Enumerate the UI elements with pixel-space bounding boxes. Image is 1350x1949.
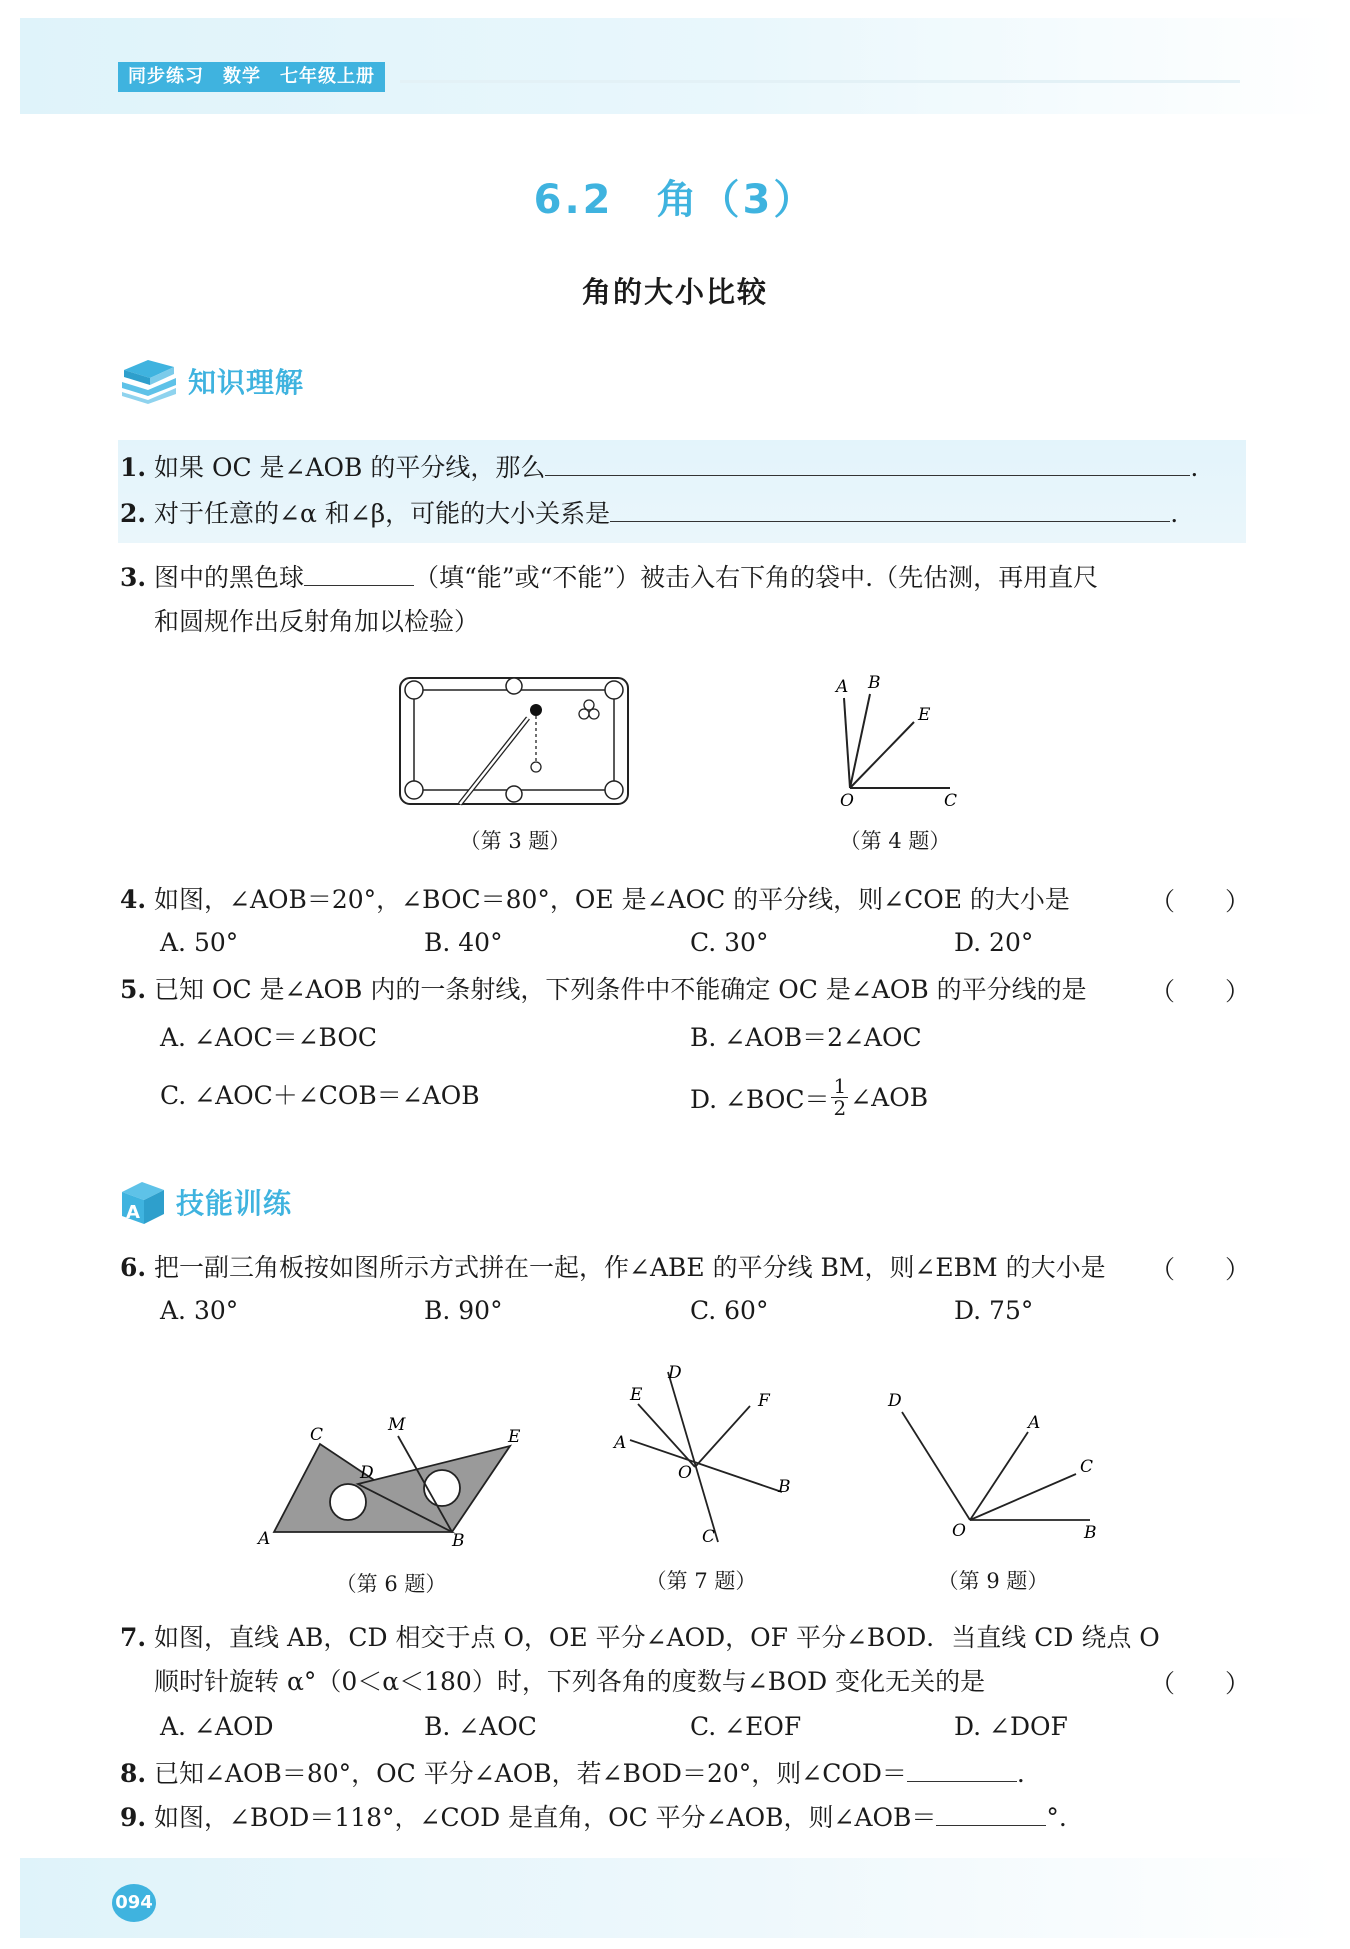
fraction-one-half: 1 2: [833, 1074, 847, 1120]
q6-option-d[interactable]: D. 75°: [954, 1296, 1034, 1325]
label-C: C: [1080, 1457, 1094, 1477]
label-E: E: [918, 705, 931, 725]
caption-fig6: （第 6 题）: [335, 1572, 447, 1596]
question-4: 4. 如图，∠AOB＝20°，∠BOC＝80°，OE 是∠AOC 的平分线，则∠COE 的大小是: [120, 885, 1070, 914]
page-number: 094: [112, 1884, 156, 1922]
question-1: 1. 如果 OC 是∠AOB 的平分线，那么 .: [120, 453, 1199, 482]
lesson-subtitle: 角的大小比较: [581, 275, 768, 309]
figure-4-angles: [822, 670, 972, 810]
label-M: M: [388, 1415, 406, 1435]
label-O: O: [952, 1521, 966, 1541]
figure-3-billiard-table: [398, 676, 632, 808]
q4-option-a[interactable]: A. 50°: [160, 928, 239, 957]
q7-option-b[interactable]: B. ∠AOC: [424, 1712, 537, 1741]
label-B: B: [868, 673, 881, 693]
q4-option-d[interactable]: D. 20°: [954, 928, 1034, 957]
label-D: D: [888, 1391, 902, 1411]
label-O: O: [678, 1463, 692, 1483]
label-B: B: [452, 1531, 465, 1548]
question-9: 9. 如图，∠BOD＝118°，∠COD 是直角，OC 平分∠AOB，则∠AOB＝ °.: [120, 1803, 1067, 1832]
caption-fig7: （第 7 题）: [645, 1569, 757, 1593]
answer-blank-8[interactable]: [907, 1759, 1017, 1782]
label-A: A: [258, 1529, 271, 1548]
label-E: E: [508, 1427, 521, 1447]
label-A: A: [614, 1433, 627, 1453]
label-D: D: [668, 1363, 682, 1383]
q5-option-a[interactable]: A. ∠AOC＝∠BOC: [160, 1023, 377, 1052]
header-rule: [400, 80, 1240, 83]
q5-option-d[interactable]: D. ∠BOC＝ 1 2 ∠AOB: [690, 1074, 929, 1120]
label-A: A: [836, 677, 849, 697]
label-D: D: [360, 1463, 374, 1483]
q7-option-c[interactable]: C. ∠EOF: [690, 1712, 802, 1741]
label-C: C: [702, 1527, 716, 1547]
lesson-title: 6.2 角（3）: [533, 177, 817, 223]
book-stack-icon: [118, 358, 180, 404]
q7-option-a[interactable]: A. ∠AOD: [160, 1712, 274, 1741]
question-8: 8. 已知∠AOB＝80°，OC 平分∠AOB，若∠BOD＝20°，则∠COD＝ .: [120, 1759, 1025, 1788]
answer-blank-1[interactable]: [545, 453, 1190, 476]
footer-band: [20, 1858, 1338, 1938]
label-A: A: [1028, 1413, 1041, 1433]
figure-9-angles: [878, 1384, 1118, 1544]
q4-answer-paren[interactable]: （ ）: [1150, 887, 1251, 916]
caption-fig3: （第 3 题）: [459, 829, 571, 853]
q5-answer-paren[interactable]: （ ）: [1150, 977, 1251, 1006]
svg-text:A: A: [126, 1202, 140, 1223]
label-C: C: [944, 791, 958, 810]
question-6: 6. 把一副三角板按如图所示方式拼在一起，作∠ABE 的平分线 BM，则∠EBM 的大小是: [120, 1253, 1106, 1282]
q7-answer-paren[interactable]: （ ）: [1150, 1669, 1251, 1698]
caption-fig4: （第 4 题）: [839, 829, 951, 853]
label-C: C: [310, 1425, 324, 1445]
label-O: O: [840, 791, 854, 810]
label-B: B: [1084, 1523, 1097, 1543]
answer-blank-3[interactable]: [304, 563, 414, 586]
header-tag: 同步练习 数学 七年级上册: [118, 62, 385, 92]
question-3-line2: 和圆规作出反射角加以检验）: [154, 607, 480, 636]
question-5: 5. 已知 OC 是∠AOB 内的一条射线，下列条件中不能确定 OC 是∠AOB 的平分线的是: [120, 975, 1087, 1004]
black-ball: [530, 704, 542, 716]
cube-a-icon: [118, 1178, 168, 1226]
figure-7-intersecting-lines: [610, 1360, 810, 1550]
q4-option-b[interactable]: B. 40°: [424, 928, 503, 957]
q7-option-d[interactable]: D. ∠DOF: [954, 1712, 1068, 1741]
q6-option-a[interactable]: A. 30°: [160, 1296, 239, 1325]
answer-blank-9[interactable]: [936, 1803, 1046, 1826]
q6-option-b[interactable]: B. 90°: [424, 1296, 503, 1325]
question-2: 2. 对于任意的∠α 和∠β，可能的大小关系是 .: [120, 499, 1179, 528]
q4-option-c[interactable]: C. 30°: [690, 928, 769, 957]
question-7: 7. 如图，直线 AB，CD 相交于点 O，OE 平分∠AOD，OF 平分∠BOD．当直线 CD 绕点 O: [120, 1623, 1160, 1652]
section-knowledge-header: [118, 358, 304, 404]
q5-option-b[interactable]: B. ∠AOB＝2∠AOC: [690, 1023, 922, 1052]
label-E: E: [630, 1385, 643, 1405]
answer-blank-2[interactable]: [610, 499, 1170, 522]
q6-option-c[interactable]: C. 60°: [690, 1296, 769, 1325]
caption-fig9: （第 9 题）: [937, 1569, 1049, 1593]
question-7-line2: 顺时针旋转 α°（0＜α＜180）时，下列各角的度数与∠BOD 变化无关的是: [154, 1667, 986, 1696]
section-knowledge-title: 知识理解: [188, 366, 305, 399]
figure-6-triangle-rulers: [252, 1400, 532, 1548]
question-3: 3. 图中的黑色球 （填“能”或“不能”）被击入右下角的袋中.（先估测，再用直尺: [120, 563, 1099, 592]
section-skills-title: 技能训练: [176, 1187, 293, 1220]
q6-answer-paren[interactable]: （ ）: [1150, 1255, 1251, 1284]
label-F: F: [758, 1391, 770, 1411]
section-skills-header: [118, 1178, 292, 1226]
q5-option-c[interactable]: C. ∠AOC＋∠COB＝∠AOB: [160, 1081, 480, 1110]
label-B: B: [778, 1477, 791, 1497]
